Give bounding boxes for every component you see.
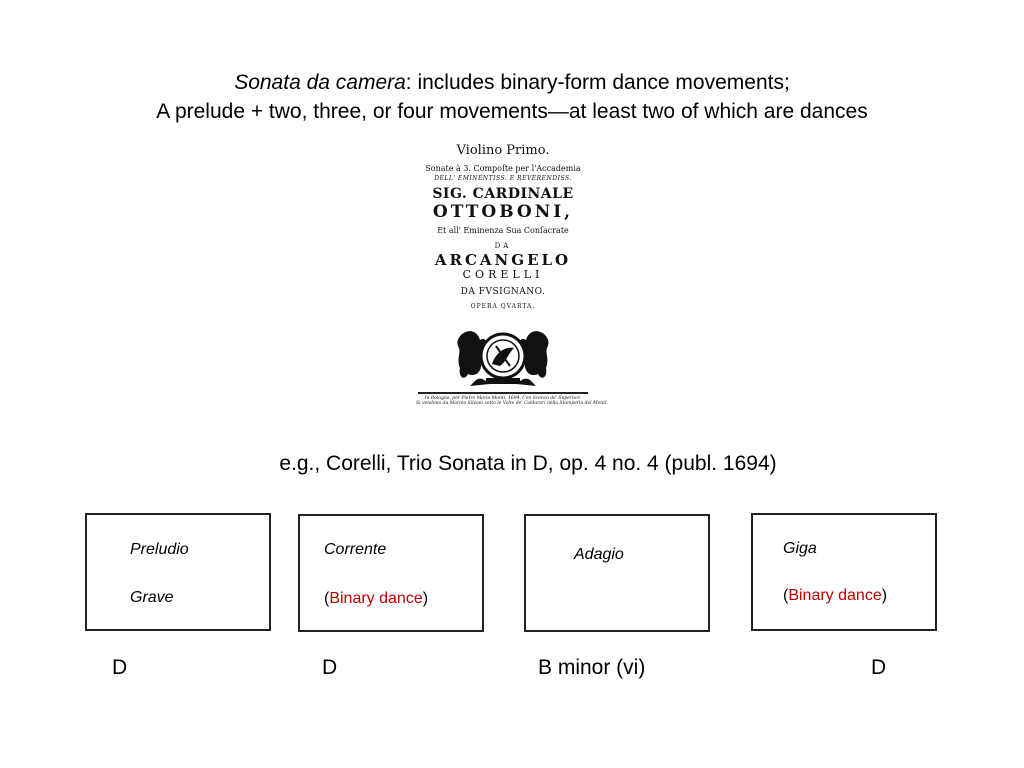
title-page-line: ARCANGELO	[434, 250, 572, 269]
movement-name: Corrente	[324, 541, 387, 558]
title-page-line: SIG. CARDINALE	[432, 186, 574, 203]
movement-name: Adagio	[574, 546, 624, 563]
key-label-giga: D	[871, 656, 887, 679]
imprint-line: In Bologna, per Pietro Maria Monti. 1694. Con licenza de' Superiori.	[424, 396, 582, 401]
title-page-rule	[418, 392, 588, 394]
title-page-line: DA FVSIGNANO.	[460, 286, 546, 297]
title-page-line: DA	[494, 241, 512, 250]
title-page-imprint	[416, 396, 608, 407]
imprint-line: Si vendono da Marino Silvani sotto le Volte de' Caldarari nella Stamperia del Monti.	[416, 401, 608, 407]
title-page-line: Et all' Eminenza Sua Conſacrate	[437, 225, 569, 235]
binary-dance-label: Binary dance	[788, 587, 882, 604]
title-line-1-rest: : includes binary-form dance movements;	[405, 71, 790, 94]
corelli-title-page-image	[416, 140, 608, 412]
title-page-line: CORELLI	[462, 268, 544, 282]
binary-dance-label: Binary dance	[329, 590, 423, 607]
movement-note: (Binary dance)	[783, 587, 888, 604]
title-page-line: Sonate à 3. Compoſte per l'Accademia	[425, 163, 581, 173]
movement-tempo: Grave	[130, 589, 174, 606]
movement-box-corrente	[298, 514, 484, 632]
slide-title	[0, 68, 1024, 126]
title-page-line: DELL' EMINENTISS. E REVERENDISS.	[434, 175, 572, 183]
example-caption: e.g., Corelli, Trio Sonata in D, op. 4 no. 4 (publ. 1694)	[279, 452, 777, 475]
movement-note: (Binary dance)	[324, 590, 429, 607]
key-label-adagio: B minor (vi)	[538, 656, 646, 679]
movement-box-giga	[751, 513, 937, 631]
title-line-2: A prelude + two, three, or four movements—at least two of which are dances	[156, 100, 868, 123]
movement-name: Preludio	[130, 541, 189, 558]
title-page-line: Violino Primo.	[456, 143, 550, 158]
movement-box-preludio	[85, 513, 271, 631]
key-label-preludio: D	[112, 656, 128, 679]
title-page-line: OPERA QVARTA.	[470, 303, 536, 311]
printers-emblem-icon	[456, 328, 550, 388]
movement-box-adagio	[524, 514, 710, 632]
title-page-line: OTTOBONI,	[432, 202, 574, 223]
title-line-1	[0, 68, 1024, 97]
key-label-corrente: D	[322, 656, 338, 679]
sonata-da-camera-term: Sonata da camera	[234, 71, 406, 94]
movement-name: Giga	[783, 540, 817, 557]
